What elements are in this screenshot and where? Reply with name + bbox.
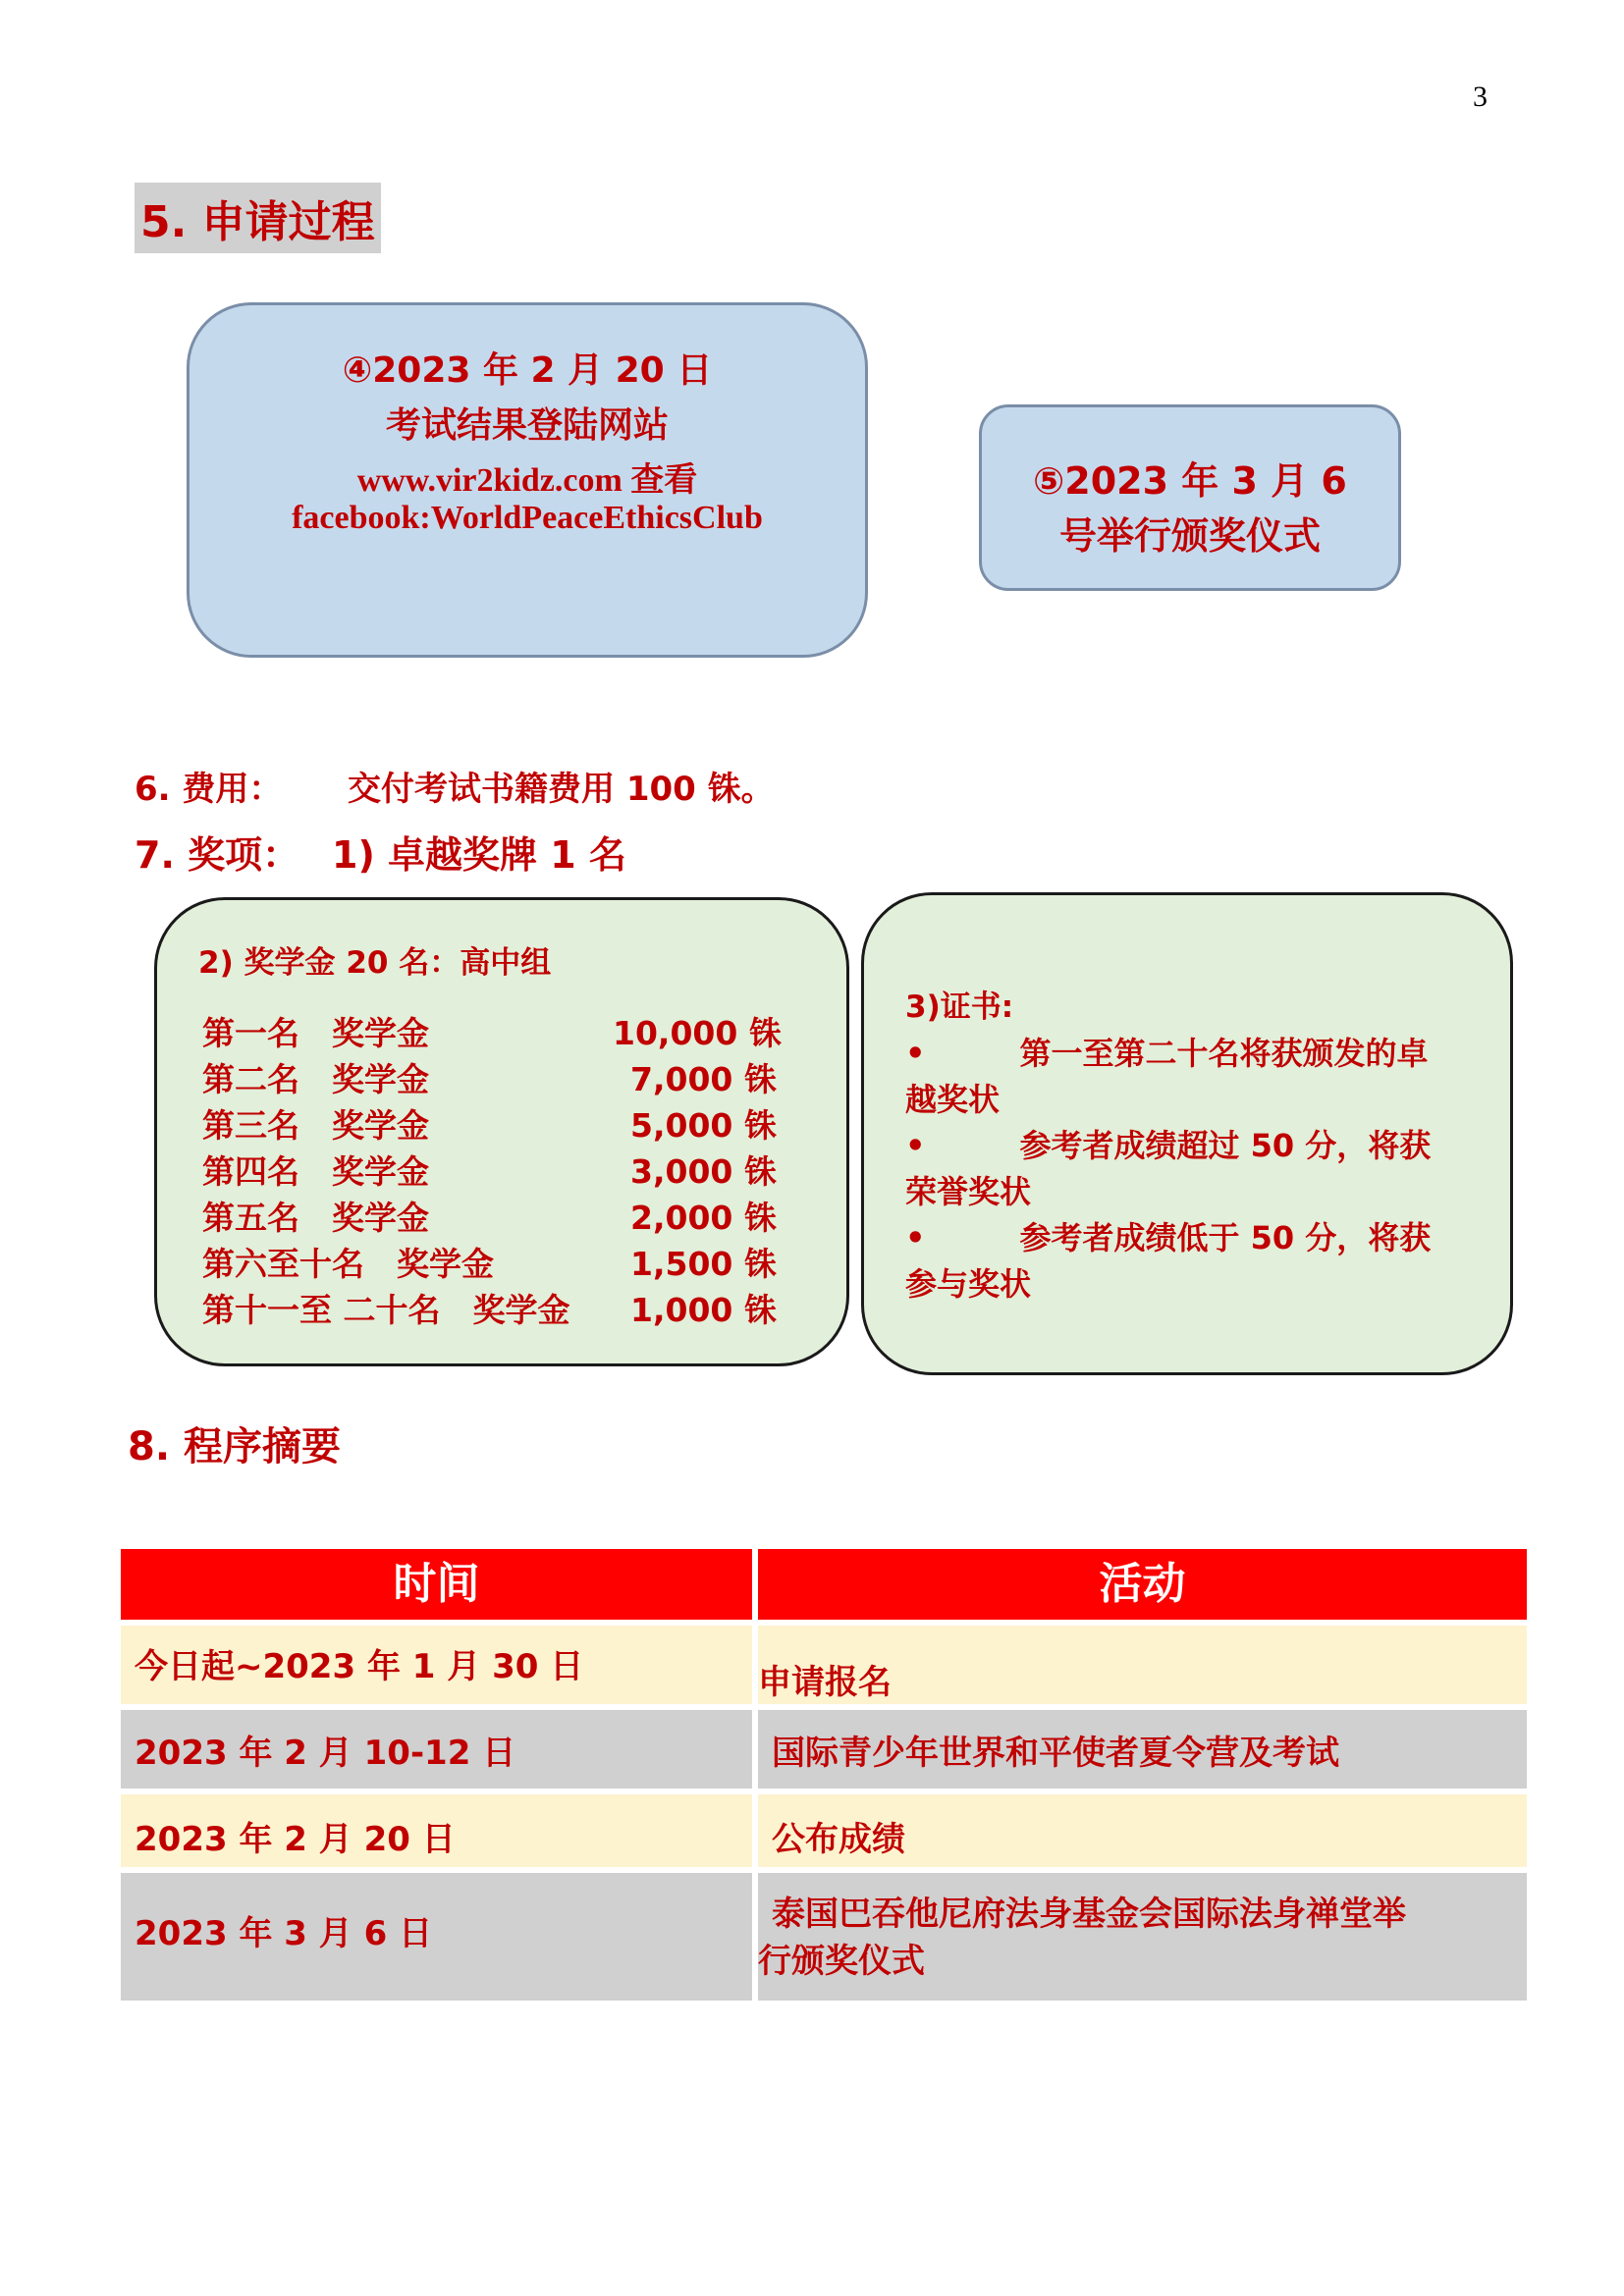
table-cell-activity: 公布成绩 [758,1794,1527,1867]
scholarship-row: 第二名 奖学金 [202,1060,429,1098]
step-4-website[interactable]: www.vir2kidz.com 查看 [356,462,698,499]
certificate-box [861,892,1513,1375]
scholarship-amount: 1,500 铢 [630,1245,777,1283]
table-cell-activity: 申请报名 [758,1626,1527,1704]
certificate-line: • 参考者成绩低于 50 分，将获 [905,1219,1432,1256]
table-cell-time: 2023 年 3 月 6 日 [121,1873,752,2001]
awards-line [135,825,626,879]
scholarship-row: 第十一至 二十名 奖学金 [202,1291,570,1329]
table-header-activity: 活动 [758,1549,1527,1620]
certificate-title: 3)证书: [905,989,1014,1025]
scholarship-amount: 10,000 铢 [613,1014,782,1052]
table-cell-activity-line: 泰国巴吞他尼府法身基金会国际法身禅堂举 [772,1895,1406,1934]
certificate-line: 越奖状 [905,1081,1001,1118]
step-5-title: 号举行颁奖仪式 [1058,514,1321,558]
scholarship-amount: 3,000 铢 [630,1152,777,1191]
table-cell-time: 2023 年 2 月 20 日 [121,1794,752,1867]
scholarship-row: 第四名 奖学金 [202,1152,429,1191]
scholarship-row: 第五名 奖学金 [202,1199,429,1237]
scholarship-row: 第六至十名 奖学金 [202,1245,494,1283]
certificate-line: 参与奖状 [905,1265,1032,1303]
section-5-heading: 5. 申请过程 [135,183,381,253]
scholarship-amount: 2,000 铢 [630,1199,777,1237]
scholarship-row: 第一名 奖学金 [202,1014,429,1052]
scholarship-amount: 7,000 铢 [630,1060,777,1098]
section-8-heading: 8. 程序摘要 [128,1424,341,1469]
certificate-line: • 第一至第二十名将获颁发的卓 [905,1035,1429,1072]
fee-line [135,762,775,810]
table-cell-activity [758,1873,1527,2001]
step-4-title: 考试结果登陆网站 [385,405,669,446]
scholarship-amount: 1,000 铢 [630,1291,777,1329]
awards-label: 7. 奖项： [135,833,300,877]
table-cell-activity: 国际青少年世界和平使者夏令营及考试 [758,1710,1527,1789]
scholarship-row: 第三名 奖学金 [202,1106,429,1145]
step-4-box [187,302,868,658]
step-5-date: ⑤2023 年 3 月 6 [1033,459,1347,503]
scholarship-amount: 5,000 铢 [630,1106,777,1145]
awards-first: 1) 卓越奖牌 1 名 [332,833,626,877]
table-cell-activity-line: 行颁奖仪式 [758,1942,925,1981]
step-4-facebook[interactable]: facebook:WorldPeaceEthicsClub [292,500,763,536]
table-cell-time: 2023 年 2 月 10-12 日 [121,1710,752,1789]
fee-label: 6. 费用： [135,770,283,809]
scholarship-box [154,897,849,1366]
page-number: 3 [1473,80,1488,113]
fee-text: 交付考试书籍费用 100 铢。 [348,770,775,809]
certificate-line: 荣誉奖状 [905,1173,1032,1210]
scholarship-title: 2) 奖学金 20 名：高中组 [198,945,552,981]
table-header-time: 时间 [121,1549,752,1620]
step-5-box [979,404,1401,591]
step-4-date: ④2023 年 2 月 20 日 [342,350,713,391]
table-cell-time: 今日起~2023 年 1 月 30 日 [121,1626,752,1704]
certificate-line: • 参考者成绩超过 50 分，将获 [905,1127,1432,1164]
